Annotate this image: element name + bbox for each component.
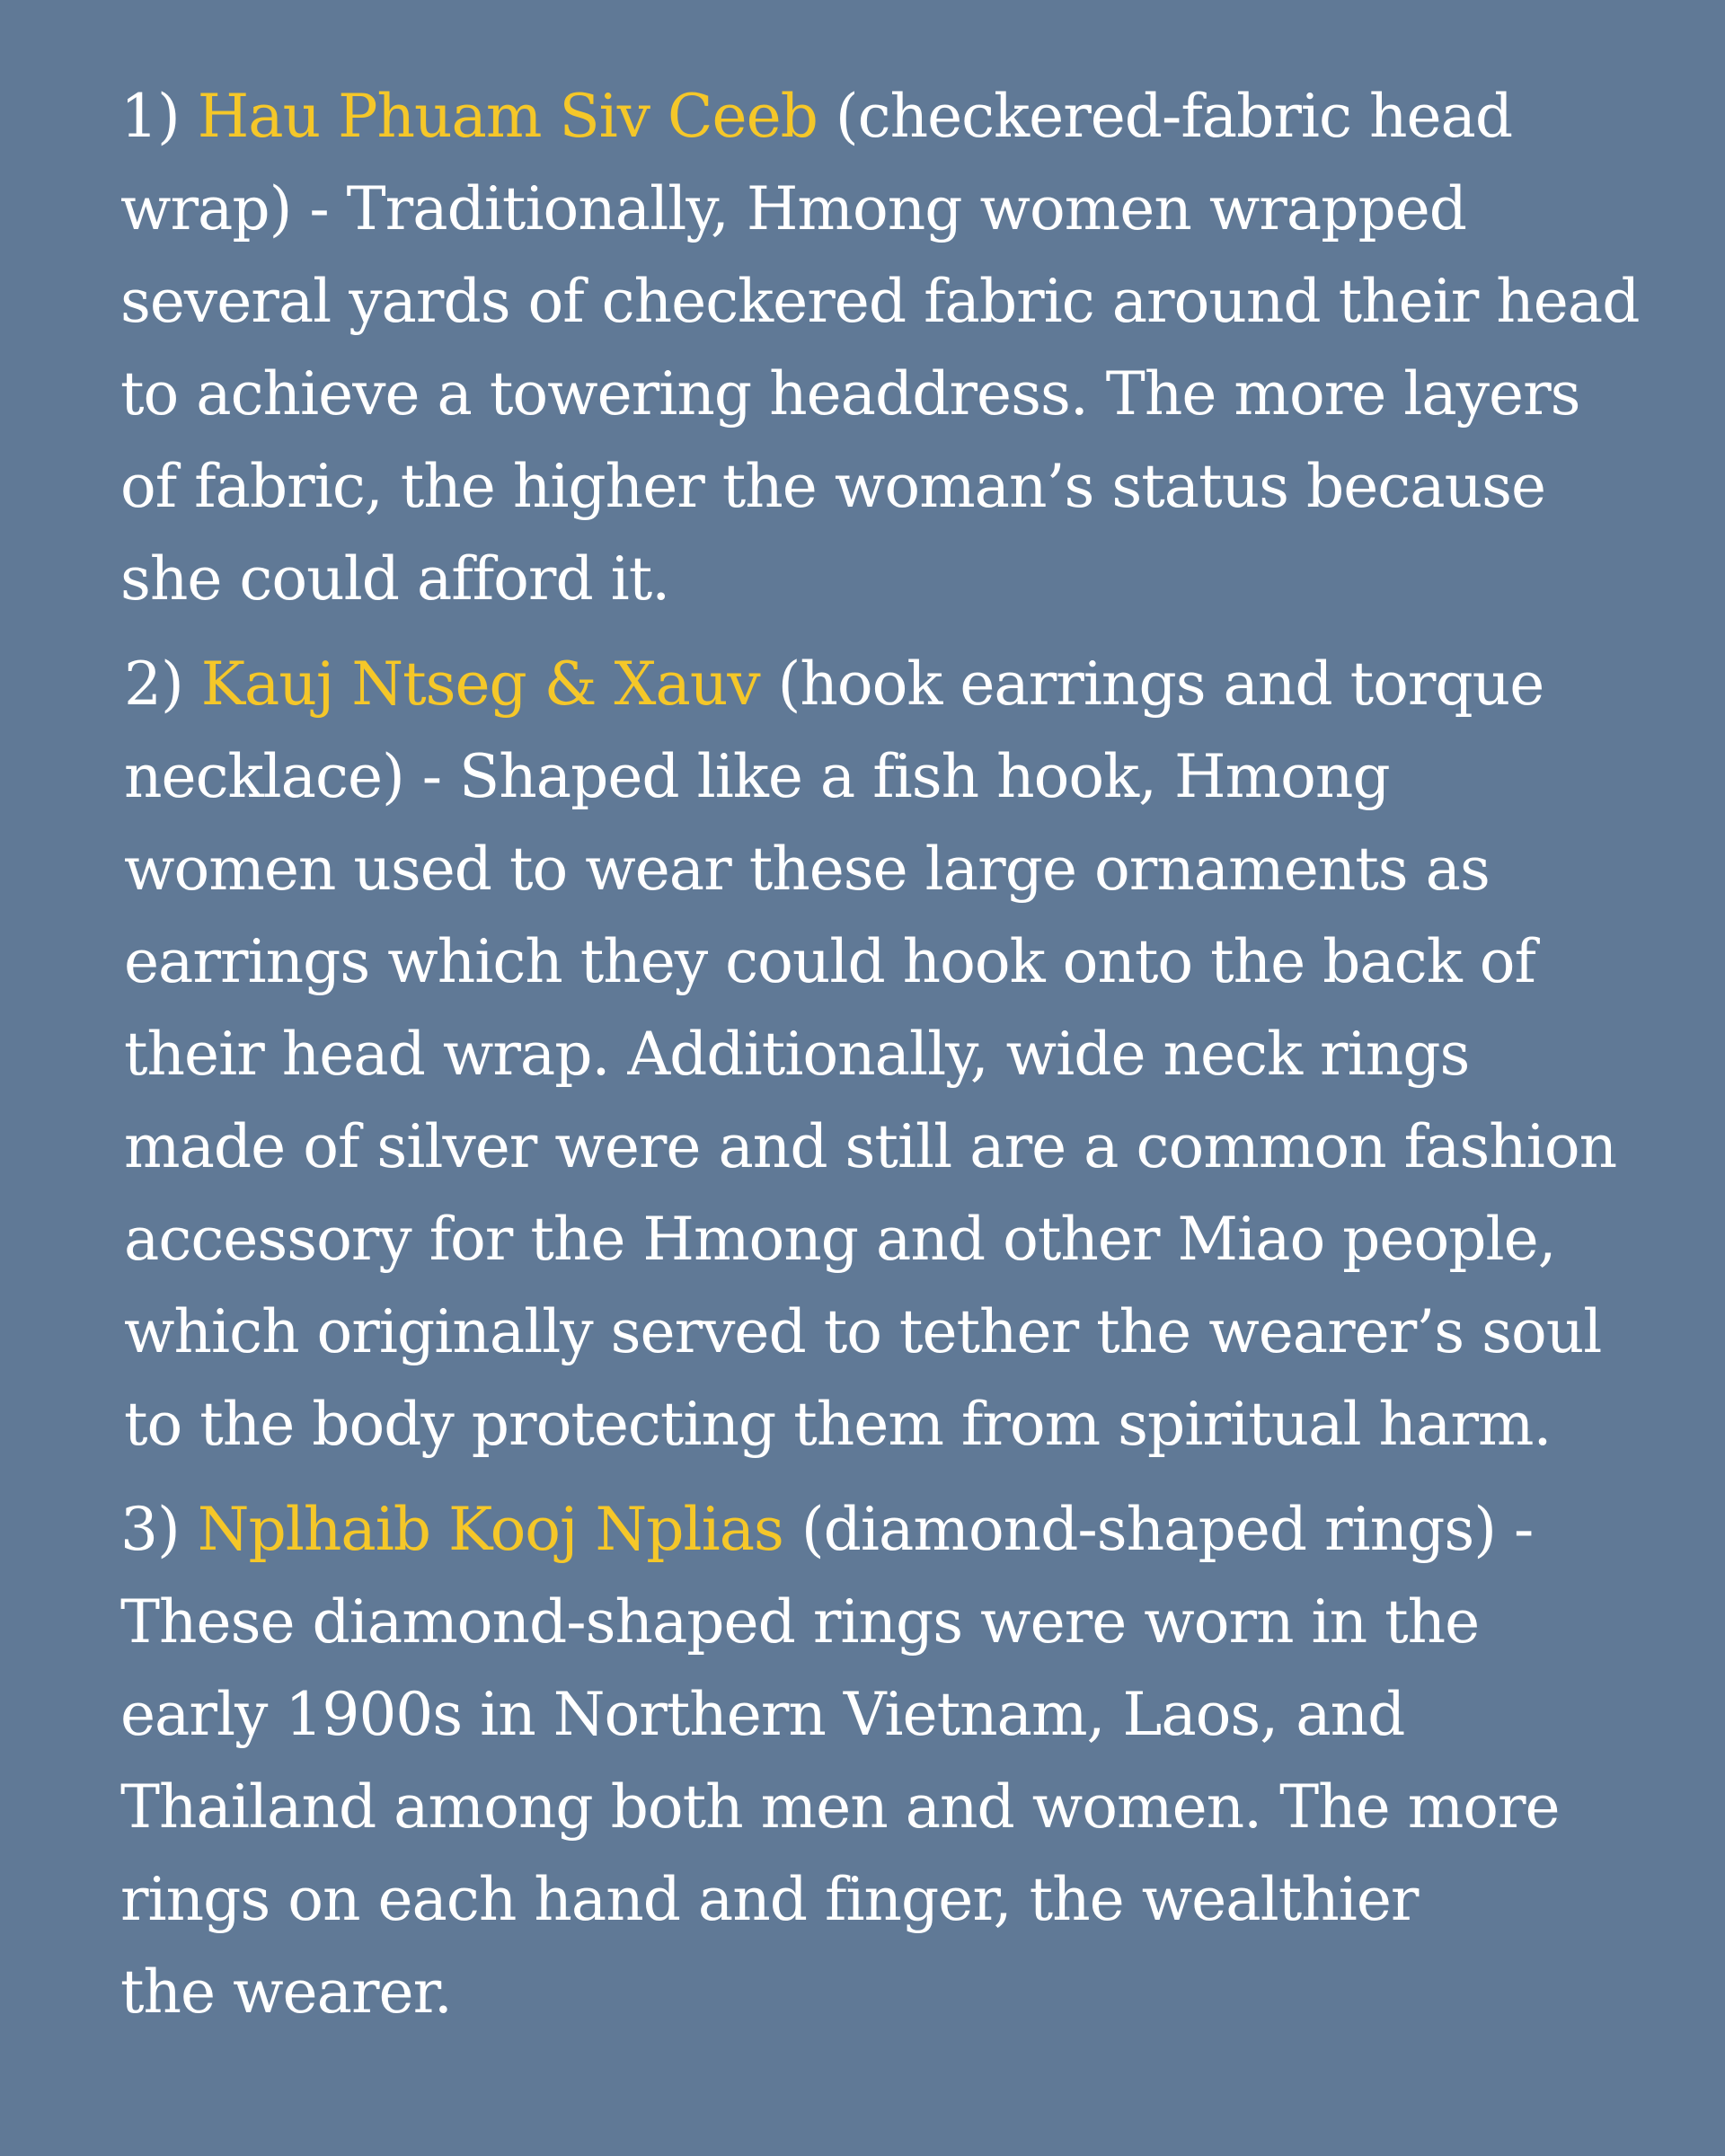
item-text-line: earrings which they could hook onto the back of xyxy=(124,927,1535,996)
item-text-line: rings on each hand and finger, the wealthier xyxy=(120,1865,1419,1934)
item-text-line: Thailand among both men and women. The more xyxy=(120,1772,1560,1842)
item-text-line: (checkered-fabric head xyxy=(817,82,1513,151)
item-text-line: necklace) - Shaped like a fish hook, Hmong xyxy=(124,742,1390,811)
item-first-line xyxy=(120,70,1630,163)
item-term: Kauj Ntseg & Xauv xyxy=(200,649,760,719)
item-text-line: several yards of checkered fabric around their head xyxy=(120,267,1640,336)
item-text-line: wrap) - Traditionally, Hmong women wrapped xyxy=(120,174,1467,243)
item-text-line: early 1900s in Northern Vietnam, Laos, and xyxy=(120,1680,1405,1749)
item-text-line: accessory for the Hmong and other Miao people, xyxy=(124,1205,1556,1274)
item-term: Hau Phuam Siv Ceeb xyxy=(197,82,818,151)
item-first-line xyxy=(124,638,1630,730)
item-text-line: their head wrap. Additionally, wide neck rings xyxy=(124,1020,1470,1089)
item-hau-phuam-siv-ceeb xyxy=(120,70,1640,625)
item-text-line: (hook earrings and torque xyxy=(759,649,1544,719)
item-term: Nplhaib Kooj Nplias xyxy=(197,1495,783,1564)
item-text-line: the wearer. xyxy=(120,1957,452,2027)
item-nplhaib-kooj-nplias xyxy=(120,1483,1630,2038)
item-number: 1) xyxy=(120,82,198,151)
item-text-line: women used to wear these large ornaments as xyxy=(124,835,1490,904)
item-text-line: of fabric, the higher the woman’s status because xyxy=(120,452,1546,521)
item-text-line: she could afford it. xyxy=(120,544,670,614)
item-number: 3) xyxy=(120,1495,198,1564)
item-kauj-ntseg-xauv xyxy=(120,638,1630,1471)
item-text-line: These diamond-shaped rings were worn in the xyxy=(120,1587,1480,1657)
item-number: 2) xyxy=(124,649,201,719)
item-text-line: made of silver were and still are a common fashion xyxy=(124,1112,1617,1181)
item-text-line: to the body protecting them from spiritual harm. xyxy=(124,1390,1552,1459)
text-panel xyxy=(120,70,1640,2051)
item-text-line: to achieve a towering headdress. The more layers xyxy=(120,359,1580,429)
item-first-line xyxy=(120,1483,1630,1576)
item-text-line: which originally served to tether the wearer’s soul xyxy=(124,1297,1602,1366)
item-text-line: (diamond-shaped rings) - xyxy=(783,1495,1534,1564)
